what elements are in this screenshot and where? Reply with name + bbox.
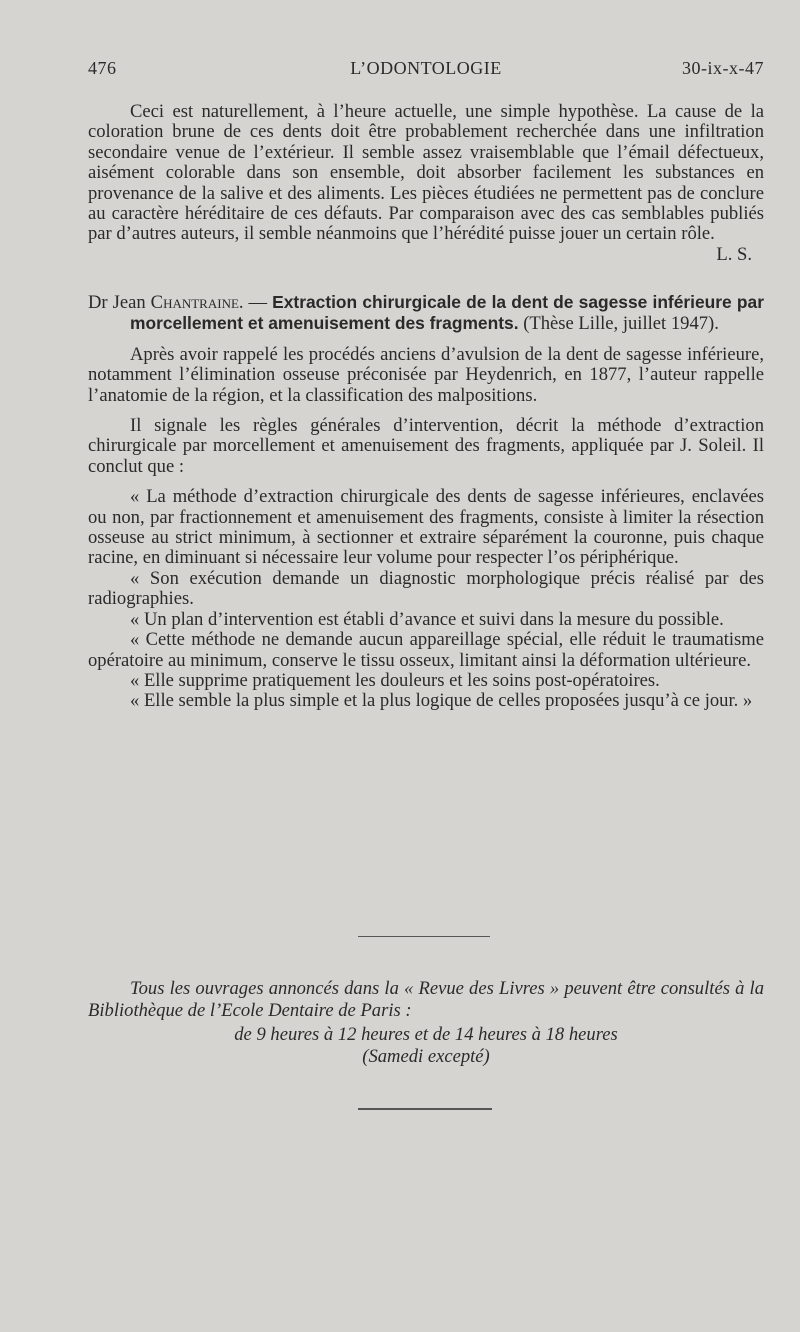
intro-section	[88, 102, 764, 265]
author-name: Jean	[112, 292, 146, 313]
review-title: Extraction chirurgicale de la dent de sagesse inférieure par morcellement et amenuisement des fragments.	[130, 292, 764, 334]
review-paragraph: Il signale les règles générales d’intervention, décrit la méthode d’extraction chirurgicale par morcellement et amenuisement des fragments, appliquée par J. Soleil. Il conclut que :	[88, 415, 764, 477]
quote-paragraph: « Cette méthode ne demande aucun appareillage spécial, elle réduit le traumatisme opératoire au minimum, conserve le tissu osseux, limitant ainsi la déformation ultérieure.	[88, 629, 764, 671]
notice-hours: de 9 heures à 12 heures et de 14 heures à 18 heures	[234, 1024, 618, 1045]
author-prefix: Dr	[88, 292, 108, 313]
quote-paragraph: « Elle semble la plus simple et la plus logique de celles proposées jusqu’à ce jour. »	[130, 690, 753, 712]
journal-title: L’ODONTOLOGIE	[350, 58, 502, 78]
review-section	[88, 292, 764, 712]
page-number: 476	[88, 58, 117, 78]
intro-paragraph: Ceci est naturellement, à l’heure actuelle, une simple hypothèse. La cause de la coloration brune de ces dents doit être probablement recherchée dans une infiltration secondaire venue de l’extérieur. Il semble assez vraisemblable que l’émail défectueux, aisément colorable dans son ensemble, doit absorber facilement les substances en provenance de la salive et des aliments. Les pièces étudiées ne permettent pas de conclure au caractère héréditaire de ces défauts. Par comparaison avec des cas semblables publiés par d’autres auteurs, il semble néanmoins que l’hérédité puisse jouer un certain rôle.	[88, 101, 764, 245]
quote-paragraph: « Son exécution demande un diagnostic morphologique précis réalisé par des radiographies.	[88, 567, 764, 610]
review-paragraph: Après avoir rappelé les procédés anciens d’avulsion de la dent de sagesse inférieure, notamment l’élimination osseuse préconisée par Heydenrich, en 1877, l’auteur rappelle l’anatomie de la région, et la classification des malpositions.	[88, 343, 764, 406]
quote-paragraph: « La méthode d’extraction chirurgicale des dents de sagesse inférieures, enclavées ou non, par fractionnement et amenuisement des fragments, consiste à limiter la résection osseuse au strict minimum, à sectionner et extraire séparément la couronne, puis chaque racine, en diminuant si nécessaire leur volume pour respecter l’os périphérique.	[88, 486, 764, 569]
issue-date: 30-ix-x-47	[682, 58, 764, 78]
notice-line: Tous les ouvrages annoncés dans la « Revue des Livres » peuvent être consultés à la Bibliothèque de l’Ecole Dentaire de Paris :	[88, 978, 764, 1021]
notice-exception: (Samedi excepté)	[362, 1046, 490, 1067]
quote-paragraph: « Elle supprime pratiquement les douleurs et les soins post-opératoires.	[130, 669, 660, 691]
signature: L. S.	[716, 243, 752, 265]
author-surname: Chantraine.	[150, 292, 244, 313]
review-source: (Thèse Lille, juillet 1947).	[523, 313, 719, 335]
heading-dash: —	[248, 292, 268, 313]
library-notice	[88, 978, 764, 1068]
quote-paragraph: « Un plan d’intervention est établi d’avance et suivi dans la mesure du possible.	[130, 608, 724, 630]
bottom-rule	[358, 1108, 492, 1110]
divider-rule	[358, 936, 490, 937]
review-heading	[88, 292, 764, 335]
